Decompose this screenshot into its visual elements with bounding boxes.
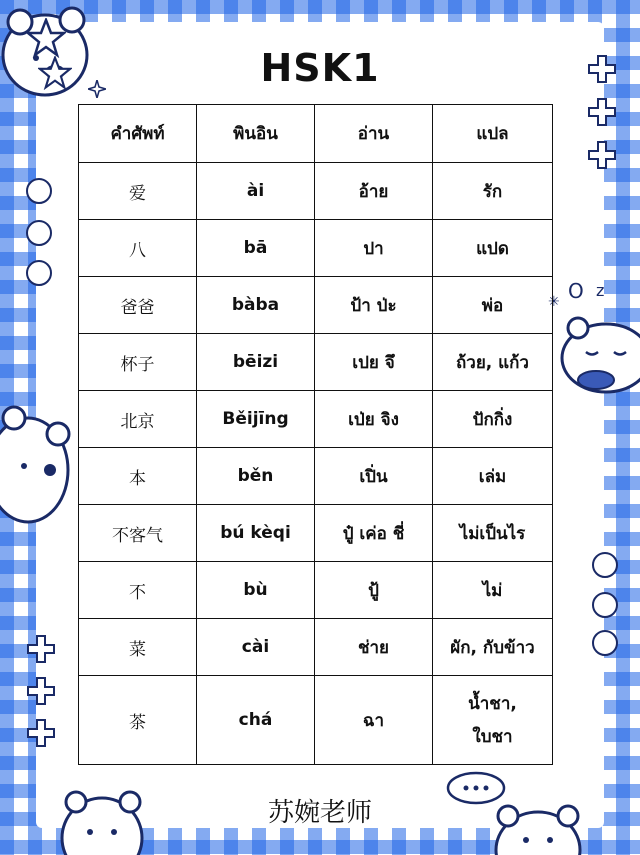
table-row <box>79 505 553 562</box>
table-row <box>79 676 553 765</box>
reading-cell: ฉา <box>315 676 433 765</box>
bear-icon <box>0 404 82 528</box>
pinyin-cell: bā <box>197 220 315 277</box>
pinyin-cell: chá <box>197 676 315 765</box>
plus-icon <box>26 676 56 706</box>
reading-cell: ปา <box>315 220 433 277</box>
reading-cell: ป้า ป่ะ <box>315 277 433 334</box>
reading-cell: เปิ่น <box>315 448 433 505</box>
ring-icon <box>592 630 618 656</box>
hanzi-cell: 本 <box>79 448 197 505</box>
meaning-cell: รัก <box>433 163 553 220</box>
table-row <box>79 391 553 448</box>
ring-icon <box>26 178 52 204</box>
reading-cell: เป่ย จิง <box>315 391 433 448</box>
column-header-pinyin: พินอิน <box>197 105 315 163</box>
table-row <box>79 220 553 277</box>
plus-icon <box>587 140 617 170</box>
hanzi-cell: 不 <box>79 562 197 619</box>
pinyin-cell: bēizi <box>197 334 315 391</box>
page-title: HSK1 <box>260 46 380 90</box>
meaning-line: ใบชา <box>472 727 513 747</box>
pinyin-cell: bù <box>197 562 315 619</box>
column-header-vocab: คำศัพท์ <box>79 105 197 163</box>
vocab-table <box>78 104 553 765</box>
ring-icon <box>26 260 52 286</box>
column-header-reading: อ่าน <box>315 105 433 163</box>
hanzi-cell: 八 <box>79 220 197 277</box>
meaning-cell: พ่อ <box>433 277 553 334</box>
reading-cell: เปย จึ <box>315 334 433 391</box>
hanzi-cell: 茶 <box>79 676 197 765</box>
reading-cell: ปู้ <box>315 562 433 619</box>
pinyin-cell: běn <box>197 448 315 505</box>
hanzi-cell: 不客气 <box>79 505 197 562</box>
meaning-cell <box>433 676 553 765</box>
pinyin-cell: cài <box>197 619 315 676</box>
bear-icon <box>556 308 640 394</box>
table-row <box>79 163 553 220</box>
table-header-row <box>79 105 553 163</box>
meaning-cell: ไม่ <box>433 562 553 619</box>
plus-icon <box>26 634 56 664</box>
svg-text:O: O <box>568 279 584 303</box>
svg-text:z: z <box>596 281 605 300</box>
ring-icon <box>592 552 618 578</box>
hanzi-cell: 杯子 <box>79 334 197 391</box>
teacher-signature: 苏婉老师 <box>267 798 372 828</box>
hanzi-cell: 爸爸 <box>79 277 197 334</box>
meaning-line: น้ำชา, <box>468 694 517 714</box>
meaning-cell: เล่ม <box>433 448 553 505</box>
table-row <box>79 562 553 619</box>
hanzi-cell: 爱 <box>79 163 197 220</box>
pinyin-cell: ài <box>197 163 315 220</box>
plus-icon <box>26 718 56 748</box>
ring-icon <box>26 220 52 246</box>
table-row <box>79 277 553 334</box>
column-header-meaning: แปล <box>433 105 553 163</box>
hanzi-cell: 菜 <box>79 619 197 676</box>
pinyin-cell: bú kèqi <box>197 505 315 562</box>
meaning-cell: ปักกิ่ง <box>433 391 553 448</box>
pinyin-cell: bàba <box>197 277 315 334</box>
table-row <box>79 448 553 505</box>
meaning-cell: ไม่เป็นไร <box>433 505 553 562</box>
table-row <box>79 334 553 391</box>
reading-cell: อ้าย <box>315 163 433 220</box>
reading-cell: ปู๋ เค่อ ชี่ <box>315 505 433 562</box>
svg-text:✳: ✳ <box>548 294 560 310</box>
hanzi-cell: 北京 <box>79 391 197 448</box>
pinyin-cell: Běijīng <box>197 391 315 448</box>
table-row <box>79 619 553 676</box>
plus-icon <box>587 97 617 127</box>
reading-cell: ช่าย <box>315 619 433 676</box>
meaning-cell: ถ้วย, แก้ว <box>433 334 553 391</box>
ring-icon <box>592 592 618 618</box>
meaning-cell: ผัก, กับข้าว <box>433 619 553 676</box>
meaning-cell: แปด <box>433 220 553 277</box>
